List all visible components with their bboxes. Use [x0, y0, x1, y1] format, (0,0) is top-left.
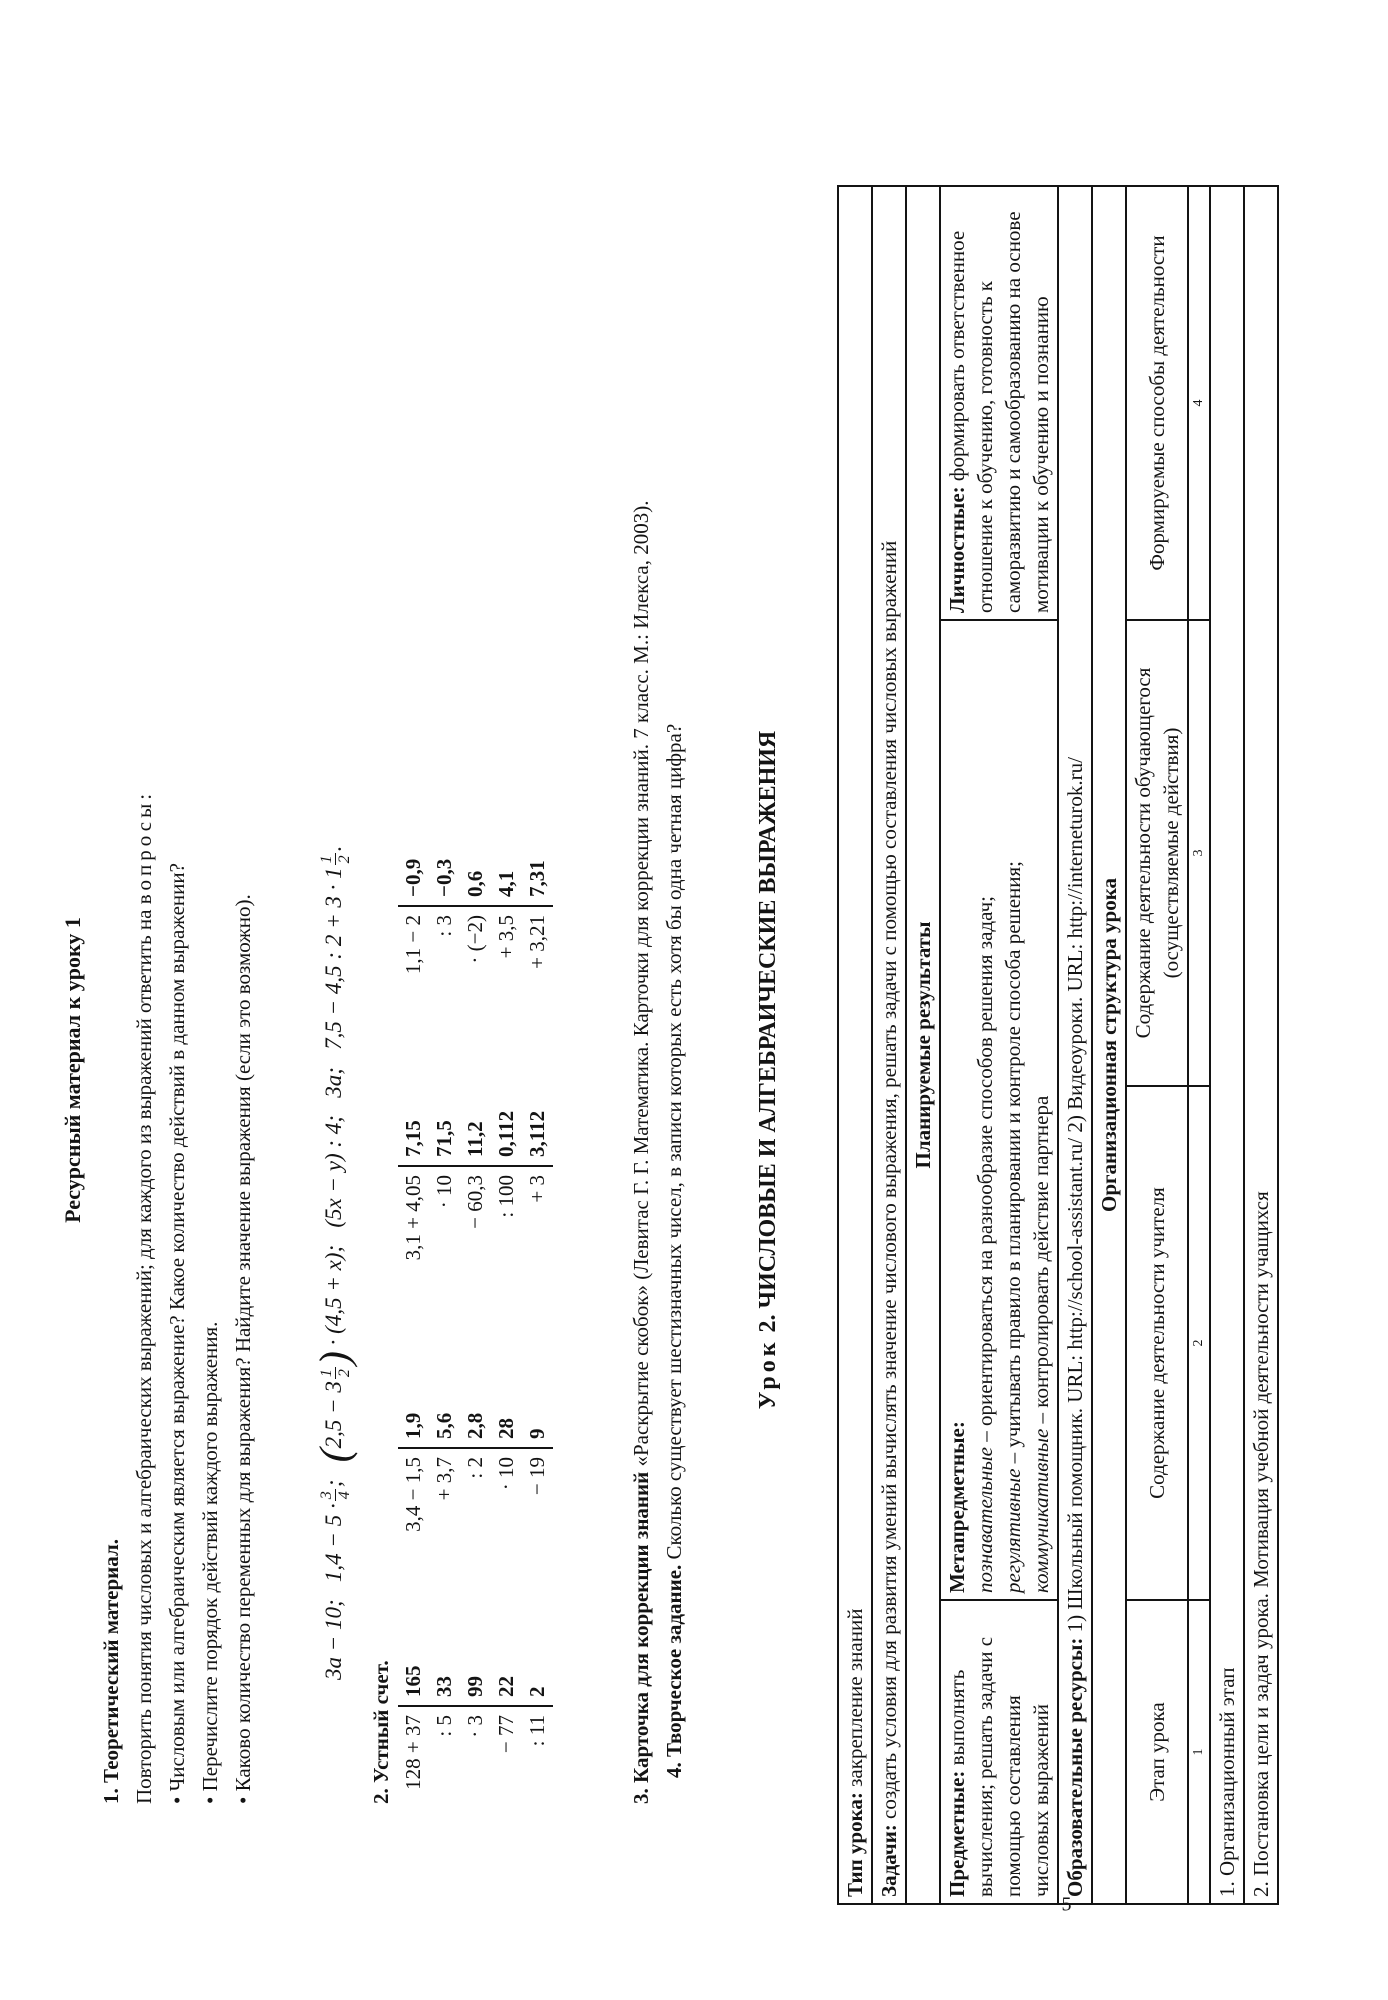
- expression: (5x − y) : 4;: [320, 1115, 346, 1228]
- personal-results-cell: Личностные: формировать ответственное отношение к обучению, готовность к саморазвитию и самообразованию на основе мотивации к обучению и познанию: [940, 186, 1058, 620]
- resources-cell: Образовательные ресурсы: 1) Школьный помощник. URL: http://school-assistant.ru/ 2) Видеоуроки. URL: http://interneturok.ru/: [1058, 186, 1092, 1904]
- expression: (2,5 − 3 1 2 ) · (4,5 + x);: [312, 1244, 359, 1463]
- theory-section: [95, 264, 260, 1804]
- chain-4: 1,1 − 2 −0,9 : 3 −0,3 · (−2) 0,6 + 3,5 4,1 + 3,21 7,31: [398, 859, 553, 1005]
- table-row: [906, 186, 940, 1904]
- bullet-item: • Числовым или алгебраическим является выражение? Какое количество действий в данном выражении?: [165, 863, 189, 1804]
- table-row: [1092, 186, 1126, 1904]
- tasks-section: [625, 184, 691, 1804]
- chain-2: 3,4 − 1,5 1,9 + 3,7 5,6 : 2 2,8 · 10 28 − 19 9: [398, 1413, 553, 1557]
- stage-row: 1. Организационный этап: [1210, 186, 1244, 1904]
- chain-3: 3,1 + 4,05 7,15 · 10 71,5 − 60,3 11,2 : 100 0,112 + 3 3,112: [398, 1111, 553, 1285]
- theory-intro: Повторить понятия числовых и алгебраических выражений; для каждого из выражений ответить на вопросы:: [132, 793, 156, 1804]
- column-number: 3: [1188, 620, 1210, 1086]
- oral-count-heading: 2. Устный счет.: [369, 1660, 393, 1804]
- table-row: [838, 186, 872, 1904]
- expression: 7,5 − 4,5 : 2 + 3 · 1 1 2 .: [318, 845, 353, 1050]
- theory-heading: 1. Теоретический материал.: [99, 1539, 123, 1804]
- table-row: [1126, 186, 1188, 1904]
- table-row: [1210, 186, 1244, 1904]
- column-number: 1: [1188, 1600, 1210, 1904]
- lesson-type-cell: Тип урока: закрепление знаний: [838, 186, 872, 1904]
- oral-count-chains: [398, 805, 568, 1805]
- table-row: [1188, 186, 1210, 1904]
- lesson-tasks-cell: Задачи: создать условия для развития умений вычислять значение числового выражения, решать задачи с помощью составления числовых выражений: [872, 186, 906, 1904]
- table-row: [1244, 186, 1278, 1904]
- bullet-item: • Перечислите порядок действий каждого выражения.: [198, 1321, 222, 1804]
- expressions-line: [312, 845, 359, 1680]
- resource-title: Ресурсный материал к уроку 1: [60, 917, 85, 1223]
- column-header: Содержание деятельности обучающегося (осуществляемые действия): [1126, 620, 1188, 1086]
- table-row: [872, 186, 906, 1904]
- column-header: Содержание деятельности учителя: [1126, 1086, 1188, 1600]
- expression: 1,4 − 5 · 3 4 ;: [318, 1479, 353, 1583]
- column-header: Формируемые способы деятельности: [1126, 186, 1188, 620]
- column-number: 2: [1188, 1086, 1210, 1600]
- lesson-table: [837, 185, 1279, 1905]
- subject-results-cell: Предметные: выполнять вычисления; решать задачи с помощью составления числовых выражений: [940, 1600, 1058, 1904]
- org-structure-header: Организационная структура урока: [1092, 186, 1126, 1904]
- correction-card: 3. Карточка для коррекции знаний «Раскрытие скобок» (Левитас Г. Г. Математика. Карточки для коррекции знаний. 7 класс. М.: Илекса, 2003).: [629, 500, 653, 1804]
- stage-row: 2. Постановка цели и задач урока. Мотивация учебной деятельности учащихся: [1244, 186, 1278, 1904]
- planned-results-header: Планируемые результаты: [906, 186, 940, 1904]
- meta-results-cell: Метапредметные: познавательные – ориентироваться на разнообразие способов решения задач; регулятивные – учитывать правило в планировании и контроле способа решения; коммуникативные – контролировать действие партнера: [940, 620, 1058, 1600]
- bullet-item: • Каково количество переменных для выражения? Найдите значение выражения (если это возможно).: [231, 894, 255, 1804]
- creative-task: 4. Творческое задание. Сколько существует шестизначных чисел, в записи которых есть хотя бы одна четная цифра?: [662, 723, 686, 1778]
- table-row: [1058, 186, 1092, 1904]
- page-number: 5: [1061, 1893, 1072, 1916]
- column-header: Этап урока: [1126, 1600, 1188, 1904]
- expression: 3a;: [320, 1067, 346, 1098]
- expression: 3a − 10;: [320, 1599, 346, 1680]
- column-number: 4: [1188, 186, 1210, 620]
- lesson-title: Урок 2. ЧИСЛОВЫЕ И АЛГЕБРАИЧЕСКИЕ ВЫРАЖЕНИЯ: [755, 730, 781, 1410]
- chain-1: 128 + 37 165 : 5 33 · 3 99 − 77 22 : 11 2: [398, 1666, 553, 1806]
- table-row: [940, 186, 1058, 1904]
